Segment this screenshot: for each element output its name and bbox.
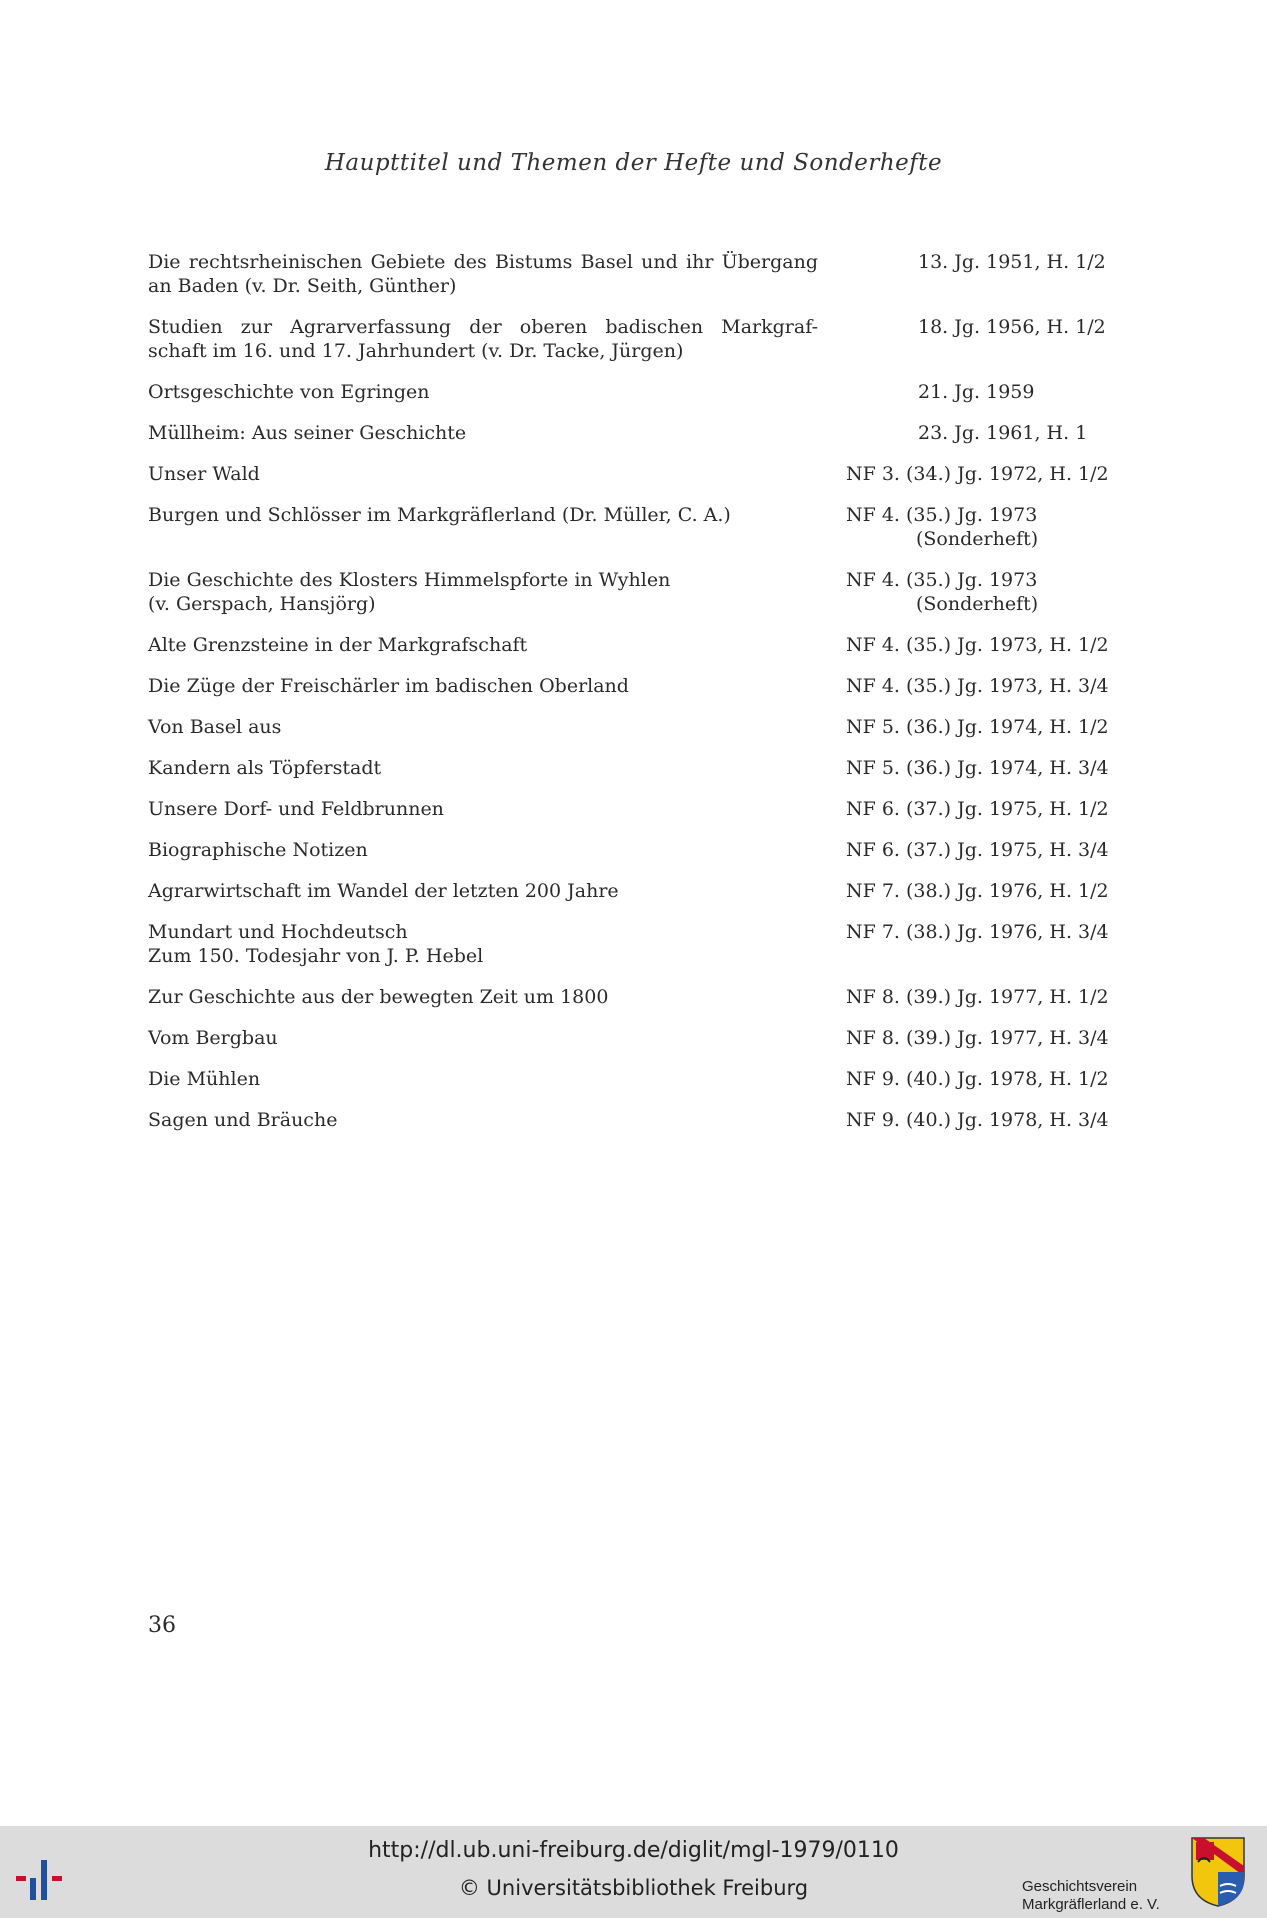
toc-entry-title-line: Ortsgeschichte von Egringen (148, 381, 430, 403)
toc-entry-reference (846, 879, 1109, 903)
page-number: 36 (148, 1613, 176, 1638)
toc-entry (148, 421, 1120, 445)
toc-entry (148, 715, 1120, 739)
toc-entry (148, 503, 1120, 551)
toc-entry (148, 315, 1120, 363)
toc-entry-reference-main: NF 7. (38.) Jg. 1976, H. 3/4 (846, 921, 1109, 943)
toc-entry-title (148, 568, 818, 616)
toc-entry (148, 1026, 1120, 1050)
toc-entry-reference (846, 1026, 1109, 1050)
toc-entry-title (148, 985, 818, 1009)
toc-entry-reference-main: NF 6. (37.) Jg. 1975, H. 1/2 (846, 798, 1109, 820)
toc-entry-title-line: Unsere Dorf- und Feldbrunnen (148, 798, 444, 820)
toc-entry (148, 462, 1120, 486)
toc-entry (148, 633, 1120, 657)
toc-entry-reference (846, 1067, 1109, 1091)
toc-entry (148, 797, 1120, 821)
toc-entry (148, 920, 1120, 968)
toc-entry-reference (846, 568, 1038, 616)
toc-entry-title (148, 250, 818, 298)
toc-entry-title-line: (v. Gerspach, Hansjörg) (148, 593, 376, 615)
toc-entry-reference-main: 18. Jg. 1956, H. 1/2 (918, 316, 1106, 338)
toc-entry-reference (846, 920, 1109, 944)
toc-entry-title-line: Die rechtsrheinischen Gebiete des Bistums Basel und ihr Übergang (148, 251, 818, 273)
toc-entry-reference (846, 715, 1109, 739)
page-title: Haupttitel und Themen der Hefte und Sonderhefte (324, 150, 943, 176)
toc-entry (148, 568, 1120, 616)
toc-entry-title-line: an Baden (v. Dr. Seith, Günther) (148, 275, 457, 297)
toc-entry-title-line: schaft im 16. und 17. Jahrhundert (v. Dr. Tacke, Jürgen) (148, 340, 684, 362)
toc-entry-title (148, 421, 818, 445)
toc-entry-title (148, 715, 818, 739)
toc-entry-title-line: Von Basel aus (148, 716, 282, 738)
toc-entry-reference (846, 838, 1109, 862)
toc-entry-title-line: Agrarwirtschaft im Wandel der letzten 200 Jahre (148, 880, 619, 902)
toc-entry-title-line: Biographische Notizen (148, 839, 368, 861)
toc-entry (148, 879, 1120, 903)
footer-url-link[interactable]: http://dl.ub.uni-freiburg.de/diglit/mgl-1979/0110 (368, 1838, 899, 1863)
toc-entry-reference-main: NF 9. (40.) Jg. 1978, H. 1/2 (846, 1068, 1109, 1090)
toc-entry-reference (846, 674, 1109, 698)
toc-entry-title (148, 797, 818, 821)
toc-entry-reference (918, 380, 1034, 404)
toc-entry (148, 380, 1120, 404)
toc-entry-title (148, 920, 818, 968)
toc-entry-title (148, 462, 818, 486)
footer-bar (0, 1826, 1267, 1918)
toc-entry-reference (918, 250, 1106, 274)
toc-entry-reference-main: NF 7. (38.) Jg. 1976, H. 1/2 (846, 880, 1109, 902)
toc-entry (148, 1108, 1120, 1132)
toc-entry-reference-main: NF 4. (35.) Jg. 1973 (846, 569, 1038, 591)
toc-entry-reference-main: NF 6. (37.) Jg. 1975, H. 3/4 (846, 839, 1109, 861)
toc-entry-title-line: Vom Bergbau (148, 1027, 278, 1049)
toc-entry-title (148, 503, 818, 527)
toc-entry-reference (846, 985, 1109, 1009)
toc-entry (148, 985, 1120, 1009)
toc-entry-reference-main: 21. Jg. 1959 (918, 381, 1035, 403)
toc-entry-title-line: Zum 150. Todesjahr von J. P. Hebel (148, 945, 484, 967)
toc-entry-reference-main: NF 5. (36.) Jg. 1974, H. 3/4 (846, 757, 1109, 779)
toc-entry-reference-main: NF 3. (34.) Jg. 1972, H. 1/2 (846, 463, 1109, 485)
toc-entry-title (148, 838, 818, 862)
toc-entry-title-line: Die Züge der Freischärler im badischen Oberland (148, 675, 629, 697)
toc-entry-title-line: Zur Geschichte aus der bewegten Zeit um 1800 (148, 986, 609, 1008)
toc-entry-reference-note: (Sonderheft) (916, 528, 1039, 550)
toc-entry-title-line: Die Mühlen (148, 1068, 261, 1090)
toc-entry-reference-note: (Sonderheft) (916, 593, 1039, 615)
toc-entry-title (148, 674, 818, 698)
toc-entry-reference (918, 315, 1106, 339)
toc-entry-title-line: Die Geschichte des Klosters Himmelspforte in Wyhlen (148, 569, 671, 591)
society-name (1022, 1878, 1160, 1914)
toc-entry-title-line: Burgen und Schlösser im Markgräflerland (Dr. Müller, C. A.) (148, 504, 731, 526)
toc-entry-title (148, 756, 818, 780)
toc-entry-reference-main: NF 4. (35.) Jg. 1973, H. 1/2 (846, 634, 1109, 656)
society-name-line2: Markgräflerland e. V. (1022, 1896, 1160, 1913)
toc-entry-title-line: Kandern als Töpferstadt (148, 757, 382, 779)
toc-entry-title-line: Mundart und Hochdeutsch (148, 921, 408, 943)
toc-entry-reference-main: NF 9. (40.) Jg. 1978, H. 3/4 (846, 1109, 1109, 1131)
toc-entry-reference-main: NF 4. (35.) Jg. 1973, H. 3/4 (846, 675, 1109, 697)
toc-entry-reference-main: 23. Jg. 1961, H. 1 (918, 422, 1088, 444)
toc-entry (148, 1067, 1120, 1091)
toc-entry (148, 756, 1120, 780)
toc-entry-reference (846, 503, 1038, 551)
toc-entry-reference (846, 462, 1109, 486)
toc-entry-title (148, 1108, 818, 1132)
toc-entry-title (148, 879, 818, 903)
toc-entry (148, 250, 1120, 298)
coat-of-arms-icon (1190, 1836, 1246, 1908)
toc-entry-title (148, 1026, 818, 1050)
toc-entry-reference-main: 13. Jg. 1951, H. 1/2 (918, 251, 1106, 273)
toc-entry-reference (846, 1108, 1109, 1132)
toc-entry-title-line: Müllheim: Aus seiner Geschichte (148, 422, 467, 444)
toc-entry-reference (918, 421, 1087, 445)
toc-entry-reference (846, 797, 1109, 821)
footer-copyright: © Universitätsbibliothek Freiburg (458, 1876, 809, 1900)
toc-entry-title (148, 380, 818, 404)
toc-entry-reference-main: NF 5. (36.) Jg. 1974, H. 1/2 (846, 716, 1109, 738)
toc-entry-reference-main: NF 4. (35.) Jg. 1973 (846, 504, 1038, 526)
toc-entry-title (148, 315, 818, 363)
toc-entry-title-line: Studien zur Agrarverfassung der oberen badischen Markgraf- (148, 316, 818, 338)
toc-entry-title-line: Sagen und Bräuche (148, 1109, 338, 1131)
toc-entry-title (148, 633, 818, 657)
toc-entry-title-line: Unser Wald (148, 463, 260, 485)
toc-entry-reference (846, 756, 1109, 780)
toc-entry-reference-main: NF 8. (39.) Jg. 1977, H. 1/2 (846, 986, 1109, 1008)
toc-entry-reference (846, 633, 1109, 657)
toc-entry (148, 674, 1120, 698)
toc-entry-title-line: Alte Grenzsteine in der Markgrafschaft (148, 634, 528, 656)
toc-entry-reference-main: NF 8. (39.) Jg. 1977, H. 3/4 (846, 1027, 1109, 1049)
society-name-line1: Geschichtsverein (1022, 1878, 1138, 1895)
toc-entry-title (148, 1067, 818, 1091)
toc-entry (148, 838, 1120, 862)
